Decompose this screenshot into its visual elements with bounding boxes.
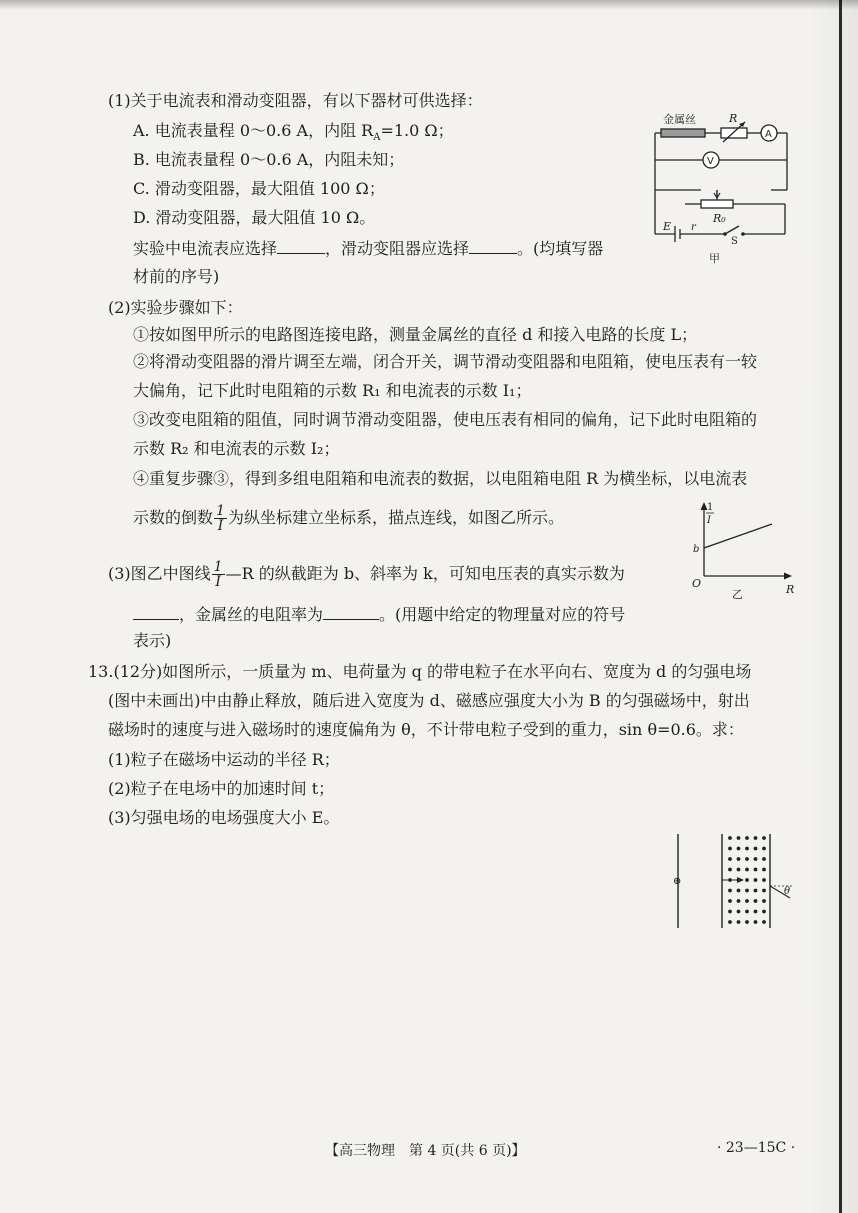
- field-dot: [728, 899, 732, 903]
- field-dot: [745, 878, 749, 882]
- field-dot: [737, 920, 741, 924]
- intercept-b-label: b: [693, 544, 700, 555]
- field-dot: [728, 910, 732, 914]
- step-4-line-2: 示数的倒数 $\frac{1}{I}$ 为纵坐标建立坐标系，描点连线，如图乙所示。: [133, 503, 564, 534]
- ammeter-icon: A: [765, 129, 772, 140]
- y-axis-label-den: I: [707, 515, 711, 526]
- binding-edge: [839, 0, 842, 1213]
- field-dot: [737, 847, 741, 851]
- field-dot: [762, 857, 766, 861]
- field-dot: [745, 836, 749, 840]
- q12-part1-question-cont: 材前的序号): [133, 267, 220, 286]
- label-internal-r: r: [691, 222, 696, 233]
- page-footer-code: · 23—15C ·: [717, 1140, 796, 1156]
- positive-charge-icon: ⊕: [673, 876, 682, 887]
- q12-part1-question: 实验中电流表应选择 ，滑动变阻器应选择 。(均填写器: [133, 239, 604, 258]
- option-a: A. 电流表量程 0～0.6 A，内阻 $R_A=1.0$ Ω；: [133, 121, 454, 144]
- field-dot: [762, 836, 766, 840]
- caption-yi: 乙: [732, 588, 743, 601]
- answer-blank-ammeter[interactable]: [277, 237, 325, 254]
- x-axis-label: R: [786, 583, 795, 596]
- field-dot: [762, 889, 766, 893]
- field-dot: [745, 847, 749, 851]
- scan-top-shadow: [0, 0, 858, 10]
- option-d: D. 滑动变阻器，最大阻值 10 Ω。: [133, 208, 376, 227]
- field-dot: [762, 910, 766, 914]
- field-dot: [728, 920, 732, 924]
- field-dot: [762, 878, 766, 882]
- q13-line-2: (图中未画出)中由静止释放，随后进入宽度为 d、磁感应强度大小为 B 的匀强磁场中，射出: [108, 691, 750, 710]
- field-dot: [754, 910, 758, 914]
- q13-line-1: 13.(12分)如图所示，一质量为 m、电荷量为 q 的带电粒子在水平向右、宽度为 d 的匀强电场: [88, 662, 752, 681]
- field-dot: [754, 889, 758, 893]
- q12-part3-line-1: (3)图乙中图线 $\frac{1}{I}$ —R 的纵截距为 b、斜率为 k，可知电压表的真实示数为: [108, 559, 625, 590]
- field-dot: [754, 857, 758, 861]
- field-dot: [762, 920, 766, 924]
- option-b: B. 电流表量程 0～0.6 A，内阻未知；: [133, 150, 405, 169]
- label-resistance-box: R: [729, 112, 738, 125]
- field-dot: [745, 889, 749, 893]
- field-dot: [737, 836, 741, 840]
- label-emf: E: [663, 220, 672, 233]
- field-dot: [728, 889, 732, 893]
- field-dot: [762, 899, 766, 903]
- option-c: C. 滑动变阻器，最大阻值 100 Ω；: [133, 179, 385, 198]
- page-edge-shade: [808, 0, 858, 1213]
- label-switch: S: [731, 236, 738, 247]
- circuit-diagram-jia: [645, 108, 795, 266]
- q13-part-3: (3)匀强电场的电场强度大小 E。: [108, 808, 340, 827]
- field-dot: [728, 836, 732, 840]
- answer-blank-resistivity[interactable]: [323, 603, 379, 620]
- field-dot: [762, 868, 766, 872]
- q12-part3-line-2: ，金属丝的电阻率为 。(用题中给定的物理量对应的符号: [133, 603, 625, 626]
- y-axis-label-num: 1: [707, 502, 714, 513]
- field-dot: [762, 847, 766, 851]
- q13-part-2: (2)粒子在电场中的加速时间 t；: [108, 779, 335, 798]
- q12-part1-intro: (1)关于电流表和滑动变阻器，有以下器材可供选择：: [108, 91, 483, 110]
- magnetic-field-diagram: [668, 828, 803, 933]
- field-dot: [745, 899, 749, 903]
- field-dot: [737, 910, 741, 914]
- step-1: ①按如图甲所示的电路图连接电路，测量金属丝的直径 d 和接入电路的长度 L；: [133, 325, 698, 344]
- answer-blank-voltage[interactable]: [133, 603, 179, 620]
- field-dot: [745, 857, 749, 861]
- field-dot: [737, 889, 741, 893]
- q12-part3-line-3: 表示): [133, 631, 172, 650]
- field-dot: [737, 868, 741, 872]
- step-4-line-1: ④重复步骤③，得到多组电阻箱和电流表的数据，以电阻箱电阻 R 为横坐标，以电流表: [133, 469, 748, 488]
- field-dot: [754, 847, 758, 851]
- field-dot: [745, 920, 749, 924]
- field-dot: [754, 878, 758, 882]
- q12-part2-intro: (2)实验步骤如下：: [108, 298, 243, 317]
- field-dot: [728, 847, 732, 851]
- q13-part-1: (1)粒子在磁场中运动的半径 R；: [108, 750, 340, 769]
- label-metal-wire: 金属丝: [663, 113, 696, 126]
- origin-label: O: [692, 577, 702, 590]
- caption-jia: 甲: [709, 252, 720, 265]
- step-3-line-2: 示数 R₂ 和电流表的示数 I₂；: [133, 439, 340, 458]
- field-dot: [754, 899, 758, 903]
- field-dot: [728, 857, 732, 861]
- field-dot: [737, 899, 741, 903]
- field-dot: [745, 910, 749, 914]
- field-dot: [737, 857, 741, 861]
- step-2-line-1: ②将滑动变阻器的滑片调至左端，闭合开关，调节滑动变阻器和电阻箱，使电压表有一较: [133, 352, 758, 371]
- page-footer-title: 【高三物理 第 4 页(共 6 页)】: [325, 1143, 526, 1159]
- voltmeter-icon: V: [707, 156, 714, 167]
- field-dot: [754, 868, 758, 872]
- field-dot: [754, 920, 758, 924]
- field-dot: [745, 868, 749, 872]
- field-dot: [728, 868, 732, 872]
- label-r0: R₀: [713, 212, 726, 225]
- step-2-line-2: 大偏角，记下此时电阻箱的示数 R₁ 和电流表的示数 I₁；: [133, 381, 532, 400]
- deflection-angle-label: θ: [784, 886, 791, 897]
- answer-blank-rheostat[interactable]: [469, 237, 517, 254]
- q13-line-3: 磁场时的速度与进入磁场时的速度偏角为 θ，不计带电粒子受到的重力，sin θ=0.6。求：: [108, 720, 744, 739]
- graph-yi: [690, 498, 800, 603]
- step-3-line-1: ③改变电阻箱的阻值，同时调节滑动变阻器，使电压表有相同的偏角，记下此时电阻箱的: [133, 410, 758, 429]
- field-dot: [754, 836, 758, 840]
